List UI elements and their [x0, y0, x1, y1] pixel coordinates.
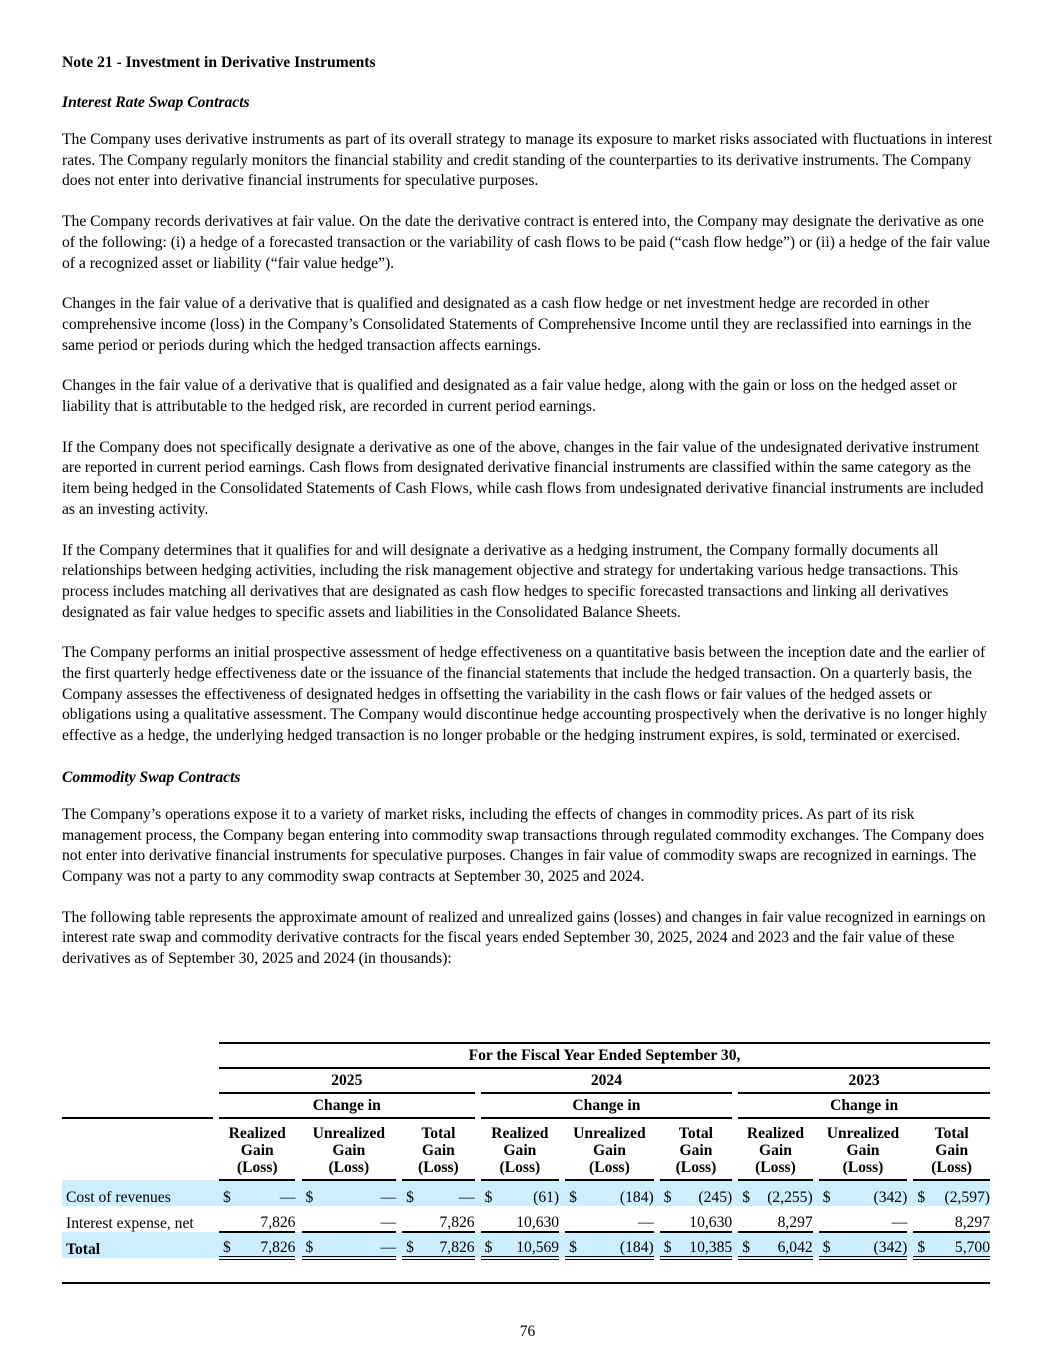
col-header-realized: Realized Gain (Loss)	[481, 1118, 559, 1180]
row-label: Interest expense, net	[66, 1215, 194, 1232]
table-row-interest-expense	[62, 1206, 990, 1232]
cell-value: 7,826	[420, 1206, 474, 1232]
change-in-header: Change in	[219, 1093, 475, 1118]
change-in-header: Change in	[481, 1093, 733, 1118]
paragraph: Changes in the fair value of a derivative that is qualified and designated as a fair value hedge, along with the gain or loss on the hedged asset or liability that is attributable to the hedged risk, are recorded in current period earnings.	[62, 377, 958, 416]
table-bottom-rule	[62, 1258, 990, 1283]
cell-value: (61)	[499, 1180, 559, 1206]
year-header-2025: 2025	[219, 1068, 475, 1093]
paragraph: Changes in the fair value of a derivative that is qualified and designated as a cash flow hedge or net investment hedge are recorded in other comprehensive income (loss) in the Company’s Consolidated Statements of Comprehensive Income until they are reclassified into earnings in the same period or periods during which the hedged transaction affects earnings.	[62, 295, 972, 354]
cell-value: 6,042	[756, 1232, 812, 1258]
col-header-total: Total Gain (Loss)	[402, 1118, 474, 1180]
paragraph: The Company’s operations expose it to a variety of market risks, including the effects of changes in commodity prices. As part of its risk management process, the Company began entering into commodity swap transactions through regulated commodity exchanges. The Company does not enter into derivative financial instruments for speculative purposes. Changes in fair value of commodity swaps are recognized in earnings. The Company was not a party to any commodity swap contracts at September 30, 2025 and 2024.	[62, 805, 985, 885]
cell-value: 8,297	[931, 1206, 990, 1232]
paragraph: If the Company does not specifically designate a derivative as one of the above, changes in the fair value of the undesignated derivative instrument are reported in current period earnings. Cash flows from designated derivative financial instruments are classified within the same category as the item being hedged in the Consolidated Statements of Cash Flows, while cash flows from undesignated derivative financial instruments are included as an investing activity.	[62, 438, 984, 518]
cell-value: —	[320, 1206, 396, 1232]
cell-value: (342)	[837, 1232, 907, 1258]
cell-value: —	[583, 1206, 653, 1232]
cell-value: —	[320, 1180, 396, 1206]
col-header-total: Total Gain (Loss)	[660, 1118, 732, 1180]
cell-value: (2,597)	[931, 1180, 990, 1206]
paragraph: The following table represents the approximate amount of realized and unrealized gains (losses) and changes in fair value recognized in earnings on interest rate swap and commodity derivative contracts for the fiscal years ended September 30, 2025, 2024 and 2023 and the fair value of these derivatives as of September 30, 2025 and 2024 (in thousands):	[62, 908, 986, 968]
document-page	[62, 52, 994, 990]
row-label: Cost of revenues	[62, 1180, 213, 1206]
note-title: Note 21 - Investment in Derivative Instruments	[62, 54, 376, 71]
table-row-total: Total $ 7,826 $ — $ 7,826 $ 10,569 $ (184) $ 10,385 $ 6,042 $ (342) $ 5,700	[62, 1232, 990, 1258]
cell-value: 5,700	[931, 1232, 990, 1258]
cell-value: —	[420, 1180, 474, 1206]
cell-value: (2,255)	[756, 1180, 812, 1206]
super-header: For the Fiscal Year Ended September 30,	[219, 1043, 990, 1068]
cell-value: —	[837, 1206, 907, 1232]
row-label: Total	[62, 1232, 213, 1258]
cell-value: 7,826	[237, 1232, 295, 1258]
col-header-unrealized: Unrealized Gain (Loss)	[302, 1118, 397, 1180]
cell-value: 10,630	[499, 1206, 559, 1232]
col-header-realized: Realized Gain (Loss)	[738, 1118, 812, 1180]
section-heading-interest-rate-swaps: Interest Rate Swap Contracts	[62, 94, 250, 111]
cell-value: 8,297	[756, 1206, 812, 1232]
cell-value: (184)	[583, 1232, 653, 1258]
col-header-unrealized: Unrealized Gain (Loss)	[819, 1118, 908, 1180]
cell-value: —	[237, 1180, 295, 1206]
cell-value: (342)	[837, 1180, 907, 1206]
paragraph: The Company uses derivative instruments as part of its overall strategy to manage its exposure to market risks associated with fluctuations in interest rates. The Company regularly monitors the financial stability and credit standing of the counterparties to its derivative instruments. The Company does not enter into derivative financial instruments for speculative purposes.	[62, 131, 993, 190]
cell-value: —	[320, 1232, 396, 1258]
cell-value: 7,826	[237, 1206, 295, 1232]
cell-value: 10,569	[499, 1232, 559, 1258]
paragraph: The Company performs an initial prospective assessment of hedge effectiveness on a quantitative basis between the inception date and the earlier of the first quarterly hedge effectiveness date or the issuance of the financial statements that include the hedged transaction. On a quarterly basis, the Company assesses the effectiveness of designated hedges in offsetting the variability in the cash flows or fair values of the hedged assets or obligations using a qualitative assessment. The Company would discontinue hedge accounting prospectively when the derivative is no longer highly effective as a hedge, the underlying hedged transaction is no longer probable or the hedging instrument expires, is sold, terminated or exercised.	[62, 644, 988, 745]
cell-value: 10,385	[678, 1232, 732, 1258]
cell-value: (184)	[583, 1180, 653, 1206]
page-number: 76	[519, 1323, 536, 1340]
change-in-header: Change in	[738, 1093, 990, 1118]
table-row-cost-of-revenues: Cost of revenues $ — $ — $ — $ (61) $ (184) $ (245) $ (2,255) $ (342) $ (2,597)	[62, 1180, 990, 1206]
derivative-gains-table	[62, 1042, 990, 1284]
col-header-unrealized: Unrealized Gain (Loss)	[565, 1118, 654, 1180]
paragraph: If the Company determines that it qualifies for and will designate a derivative as a hedging instrument, the Company formally documents all relationships between hedging activities, including the risk management objective and strategy for undertaking various hedge transactions. This process includes matching all derivatives that are designated as cash flow hedges to specific forecasted transactions and linking all derivatives designated as fair value hedges to specific assets and liabilities in the Consolidated Balance Sheets.	[62, 541, 959, 621]
year-header-2023: 2023	[738, 1068, 990, 1093]
cell-value: 10,630	[678, 1206, 732, 1232]
section-heading-commodity-swaps: Commodity Swap Contracts	[62, 768, 241, 786]
year-header-2024: 2024	[481, 1068, 733, 1093]
paragraph: The Company records derivatives at fair value. On the date the derivative contract is entered into, the Company may designate the derivative as one of the following: (i) a hedge of a forecasted transaction or the variability of cash flows to be paid (“cash flow hedge”) or (ii) a hedge of the fair value of a recognized asset or liability (“fair value hedge”).	[62, 213, 990, 272]
col-header-realized: Realized Gain (Loss)	[219, 1118, 295, 1180]
col-header-total: Total Gain (Loss)	[913, 1118, 990, 1180]
cell-value: (245)	[678, 1180, 732, 1206]
cell-value: 7,826	[420, 1232, 474, 1258]
